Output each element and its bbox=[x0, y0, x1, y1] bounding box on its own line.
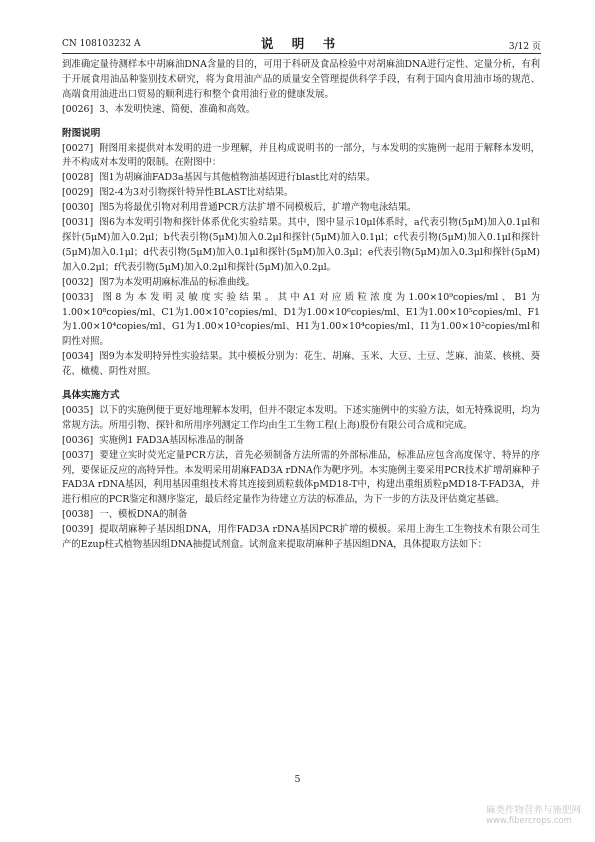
paragraph bbox=[62, 216, 540, 276]
page-number: 5 bbox=[294, 774, 301, 785]
heading-embodiments: 具体实施方式 bbox=[62, 390, 120, 402]
paragraph bbox=[62, 434, 540, 449]
paragraph-number: [0036] bbox=[62, 434, 94, 446]
paragraph-text: 3、本发明快速、简便、准确和高效。 bbox=[99, 103, 256, 115]
section-figure-description bbox=[62, 142, 540, 381]
header-rule bbox=[62, 53, 541, 54]
paragraph bbox=[62, 350, 540, 380]
paragraph-text: 一、模板DNA的制备 bbox=[99, 509, 188, 521]
paragraph-number: [0034] bbox=[62, 351, 94, 363]
document-number: CN 108103232 A bbox=[62, 39, 141, 49]
paragraph bbox=[62, 523, 540, 553]
paragraph-text: 图6为本发明引物和探针体系优化实验结果。其中，图中显示10μl体系时，a代表引物(5μM)加入0.1μl和探针(5μM)加入0.2μl；b代表引物(5μM)加入0.2μl和探针(5μM)加入0.1μl；c代表引物(5μM)加入0.1μl和探针(5μM)加入0.1μl；d代表引物(5μM)加入0.1μl和探针(5μM)加入0.3μl；e代表引物(5μM)加入0.3μl和探针(5μM)加入0.2μl；f代表引物(5μM)加入0.2μl和探针(5μM)加入0.2μl。 bbox=[62, 217, 540, 273]
paragraph bbox=[62, 142, 540, 172]
paragraph-number: [0038] bbox=[62, 509, 94, 521]
paragraph-number: [0026] bbox=[62, 103, 94, 115]
paragraph-text: 图5为将最优引物对利用普通PCR方法扩增不同模板后，扩增产物电泳结果。 bbox=[99, 202, 417, 214]
paragraph-text: 图7为本发明胡麻标准品的标准曲线。 bbox=[99, 276, 256, 288]
paragraph bbox=[62, 201, 540, 216]
paragraph-number: [0037] bbox=[62, 449, 94, 461]
paragraph-number: [0027] bbox=[62, 142, 94, 154]
paragraph-number: [0032] bbox=[62, 276, 94, 288]
paragraph bbox=[62, 186, 540, 201]
paragraph bbox=[62, 291, 540, 351]
paragraph bbox=[62, 404, 540, 434]
paragraph bbox=[62, 508, 540, 523]
page-header bbox=[62, 37, 541, 51]
heading-figure-description: 附图说明 bbox=[62, 127, 101, 139]
paragraph bbox=[62, 276, 540, 291]
paragraph-text: 图8为本发明灵敏度实验结果。其中A1对应质粒浓度为1.00×10⁹copies/ml、B1为1.00×10⁸copies/ml、C1为1.00×10⁷copies/ml、D1为1.00×10⁶copies/ml、E1为1.00×10⁵copies/ml、F1为1.00×10⁴copies/ml、G1为1.00×10³copies/ml、H1为1.00×10⁴copies/ml、I1为1.00×10²copies/ml和阴性对照。 bbox=[62, 291, 540, 348]
document-body bbox=[62, 58, 540, 553]
paragraph bbox=[62, 103, 540, 118]
paragraph-number: [0031] bbox=[62, 217, 94, 229]
watermark bbox=[486, 802, 581, 826]
section-embodiments bbox=[62, 404, 540, 553]
watermark-line2: www.fibercrops.com bbox=[485, 816, 572, 826]
paragraph-number: [0030] bbox=[62, 202, 94, 214]
paragraph bbox=[62, 171, 540, 186]
watermark-line1: 麻类作物营养与施肥网 bbox=[485, 805, 581, 816]
paragraph-number: [0033] bbox=[62, 291, 94, 303]
paragraph bbox=[62, 449, 540, 509]
page-indicator: 3/12 页 bbox=[508, 42, 541, 52]
intro-paragraph: 到准确定量待测样本中胡麻油DNA含量的目的，可用于科研及食品检验中对胡麻油DNA进行定性、定量分析，有利于开展食用油品种鉴别技术研究，将为食用油产品的质量安全管理提供科学手段，有利于国内食用油市场的规范、高端食用油进出口贸易的顺利进行和整个食用油行业的健康发展。 bbox=[62, 59, 540, 100]
paragraph-text: 图1为胡麻油FAD3a基因与其他植物油基因进行blast比对的结果。 bbox=[99, 172, 376, 184]
paragraph-text: 要建立实时荧光定量PCR方法，首先必须制备方法所需的外部标准品，标准品应包含高度保守、特异的序列，要保证反应的高特异性。本发明采用胡麻FAD3A rDNA作为靶序列。本实施例主要采用PCR技术扩增胡麻种子FAD3A rDNA基因，利用基因重组技术将其连接到质粒载体pMD18-T中，构建出重组质粒pMD18-T-FAD3A，并进行相应的PCR鉴定和测序鉴定，最后经定量作为待建立方法的标准品，为下一步的方法及评估奠定基础。 bbox=[62, 449, 540, 506]
paragraph-number: [0029] bbox=[62, 187, 94, 199]
paragraph-number: [0035] bbox=[62, 404, 94, 416]
document-title: 说 明 书 bbox=[260, 36, 343, 51]
paragraph-text: 图2-4为3对引物探针特异性BLAST比对结果。 bbox=[99, 187, 294, 199]
paragraph-text: 图9为本发明特异性实验结果。其中模板分别为：花生、胡麻、玉米、大豆、土豆、芝麻、油菜、核桃、葵花、橄榄、阴性对照。 bbox=[62, 351, 540, 378]
paragraph-text: 实施例1 FAD3A基因标准品的制备 bbox=[99, 434, 244, 446]
section-advantages bbox=[62, 103, 540, 118]
paragraph-number: [0028] bbox=[62, 172, 94, 184]
paragraph-text: 附图用来提供对本发明的进一步理解，并且构成说明书的一部分，与本发明的实施例一起用于解释本发明，并不构成对本发明的限制。在附图中： bbox=[62, 142, 540, 169]
paragraph-text: 以下的实施例便于更好地理解本发明，但并不限定本发明。下述实施例中的实验方法，如无特殊说明，均为常规方法。所用引物、探针和所用序列测定工作均由生工生物工程(上海)股份有限公司合成和完成。 bbox=[62, 404, 540, 431]
paragraph-number: [0039] bbox=[62, 524, 94, 536]
paragraph-text: 提取胡麻种子基因组DNA，用作FAD3A rDNA基因PCR扩增的模板。采用上海生工生物技术有限公司生产的Ezup柱式植物基因组DNA抽提试剂盒。试剂盒来提取胡麻种子基因组DNA，具体提取方法如下： bbox=[62, 524, 540, 551]
